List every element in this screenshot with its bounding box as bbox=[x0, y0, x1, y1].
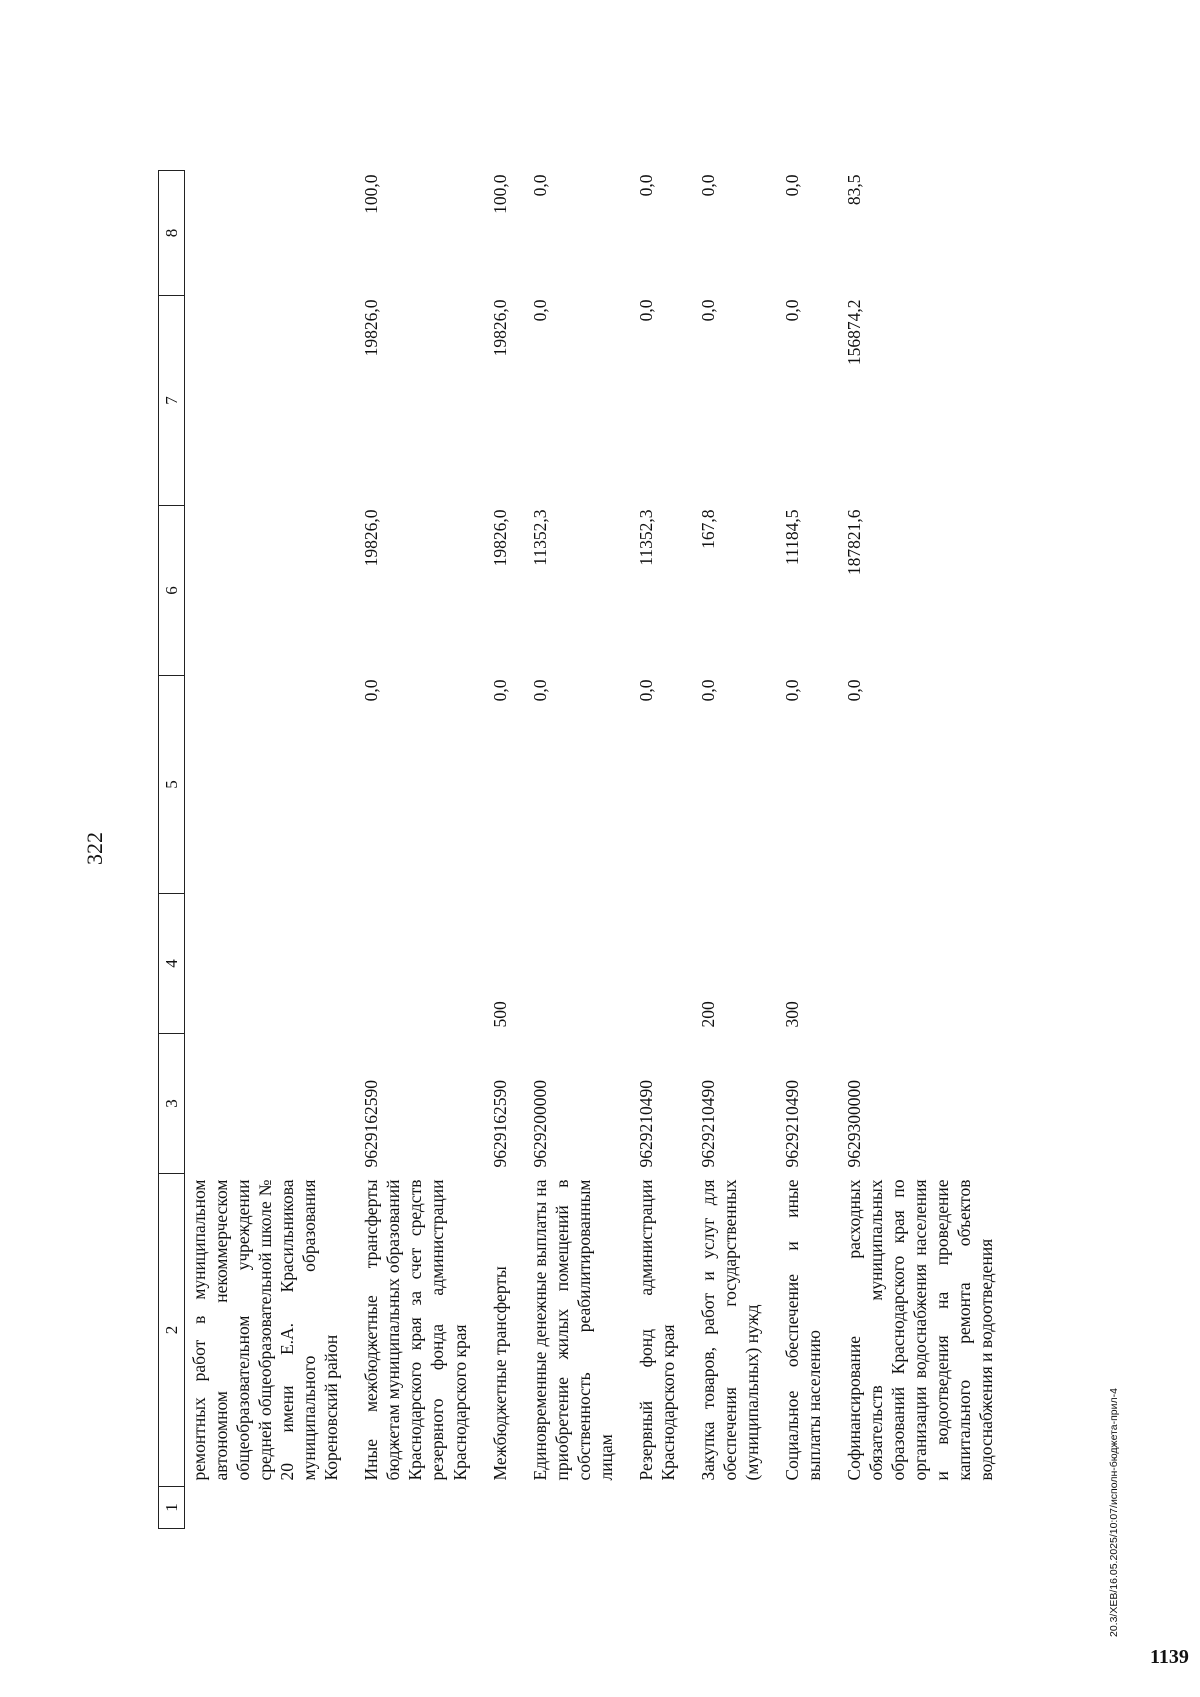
budget-table bbox=[158, 170, 1012, 1529]
table-row bbox=[694, 171, 778, 1529]
column-header: 7 bbox=[159, 296, 185, 506]
table-cell-c8 bbox=[185, 171, 358, 296]
table-cell-c6: 11184,5 bbox=[782, 509, 803, 566]
table-cell-c2: ремонтных работ в муниципальном автономном некоммерческом общеобразовательном учреждении средней общеобразовательной школе № 20 имени Е.А. Красильникова муниципального образования Кореновский район bbox=[189, 1179, 342, 1481]
table-cell-c8: 0,0 bbox=[697, 174, 718, 197]
table-cell-c4 bbox=[185, 894, 358, 1034]
column-header: 2 bbox=[159, 1174, 185, 1487]
table-cell-c6: 19826,0 bbox=[489, 509, 510, 567]
table-cell-c8: 83,5 bbox=[844, 174, 865, 206]
table-cell-c2: Закупка товаров, работ и услуг для обеспечения государственных (муниципальных) нужд bbox=[697, 1179, 762, 1481]
table-cell-c7: 0,0 bbox=[697, 299, 718, 322]
table-cell-c3: 9629200000 bbox=[529, 1080, 550, 1168]
table-cell-c7: 0,0 bbox=[529, 299, 550, 322]
table-row bbox=[526, 171, 632, 1529]
table-cell-c7: 156874,2 bbox=[844, 299, 865, 366]
table-cell-c5: 0,0 bbox=[782, 679, 803, 702]
table-cell-c8: 100,0 bbox=[361, 174, 382, 214]
table-cell-c5: 0,0 bbox=[635, 679, 656, 702]
table-cell-c7 bbox=[185, 296, 358, 506]
column-header: 3 bbox=[159, 1034, 185, 1174]
table-cell-c3: 9629162590 bbox=[489, 1080, 510, 1168]
table-cell-c4 bbox=[526, 894, 632, 1034]
table-cell-c5 bbox=[185, 676, 358, 894]
table-cell-c3: 9629210490 bbox=[782, 1080, 803, 1168]
table-cell-c1 bbox=[185, 1487, 358, 1529]
page-number: 322 bbox=[82, 832, 107, 865]
table-cell-c4 bbox=[357, 894, 485, 1034]
table-row bbox=[778, 171, 840, 1529]
table-cell-c4: 200 bbox=[697, 1001, 718, 1028]
table-row bbox=[357, 171, 485, 1529]
table-cell-c6: 187821,6 bbox=[844, 509, 865, 576]
table-cell-c5: 0,0 bbox=[844, 679, 865, 702]
column-header: 1 bbox=[159, 1487, 185, 1529]
table-cell-c1 bbox=[694, 1487, 778, 1529]
table-cell-c6: 167,8 bbox=[697, 509, 718, 549]
table-row bbox=[632, 171, 694, 1529]
table-cell-c8: 0,0 bbox=[635, 174, 656, 197]
table-cell-c4: 300 bbox=[782, 1001, 803, 1028]
table-cell-c1 bbox=[526, 1487, 632, 1529]
table-cell-c5: 0,0 bbox=[361, 679, 382, 702]
table-cell-c2: Социальное обеспечение и иные выплаты населению bbox=[782, 1179, 825, 1481]
column-header: 8 bbox=[159, 171, 185, 296]
table-cell-c3: 9629162590 bbox=[361, 1080, 382, 1168]
table-cell-c2: Резервный фонд администрации Краснодарского края bbox=[635, 1179, 678, 1481]
table-cell-c4 bbox=[632, 894, 694, 1034]
column-header-row bbox=[159, 171, 185, 1529]
table-cell-c3 bbox=[185, 1034, 358, 1174]
table-cell-c1 bbox=[840, 1487, 1012, 1529]
document-stamp: 20.3/ХЕВ/16.05.2025/10:07/исполн-бюджета-прил-4 bbox=[1108, 1388, 1120, 1637]
table-cell-c8: 100,0 bbox=[489, 174, 510, 214]
table-cell-c1 bbox=[357, 1487, 485, 1529]
table-cell-c8: 0,0 bbox=[529, 174, 550, 197]
column-header: 4 bbox=[159, 894, 185, 1034]
column-header: 5 bbox=[159, 676, 185, 894]
table-cell-c6: 19826,0 bbox=[361, 509, 382, 567]
table-cell-c7: 19826,0 bbox=[361, 299, 382, 357]
table-cell-c1 bbox=[778, 1487, 840, 1529]
table-cell-c6: 11352,3 bbox=[529, 509, 550, 566]
table-cell-c3: 9629210490 bbox=[697, 1080, 718, 1168]
table-cell-c4: 500 bbox=[489, 1001, 510, 1028]
table-cell-c2: Иные межбюджетные трансферты бюджетам муниципальных образований Краснодарского края за счет средств резервного фонда администрации Краснодарского края bbox=[361, 1179, 470, 1481]
table-cell-c1 bbox=[632, 1487, 694, 1529]
table-cell-c6: 11352,3 bbox=[635, 509, 656, 566]
document-number: 1139 bbox=[1150, 1646, 1189, 1668]
table-cell-c5: 0,0 bbox=[529, 679, 550, 702]
table-cell-c2: Софинансирование расходных обязательств муниципальных образований Краснодарского края по организации водоснабжения населения и водоотведения на проведение капитального ремонта объектов водоснабжения и водоотведения bbox=[844, 1179, 997, 1481]
table-cell-c7: 0,0 bbox=[635, 299, 656, 322]
table-cell-c6 bbox=[185, 506, 358, 676]
table-cell-c4 bbox=[840, 894, 1012, 1034]
column-header: 6 bbox=[159, 506, 185, 676]
table-row bbox=[486, 171, 526, 1529]
table-cell-c8: 0,0 bbox=[782, 174, 803, 197]
table-cell-c2: Единовременные денежные выплаты на приобретение жилых помещений в собственность реабилитированным лицам bbox=[529, 1179, 616, 1481]
table-row bbox=[185, 171, 358, 1529]
table-cell-c5: 0,0 bbox=[697, 679, 718, 702]
table-cell-c7: 19826,0 bbox=[489, 299, 510, 357]
table-cell-c3: 9629210490 bbox=[635, 1080, 656, 1168]
table-cell-c1 bbox=[486, 1487, 526, 1529]
table-cell-c3: 9629300000 bbox=[844, 1080, 865, 1168]
table-cell-c5: 0,0 bbox=[489, 679, 510, 702]
table-cell-c7: 0,0 bbox=[782, 299, 803, 322]
table-row bbox=[840, 171, 1012, 1529]
table-body bbox=[185, 171, 1013, 1529]
table-cell-c2: Межбюджетные трансферты bbox=[489, 1266, 510, 1481]
